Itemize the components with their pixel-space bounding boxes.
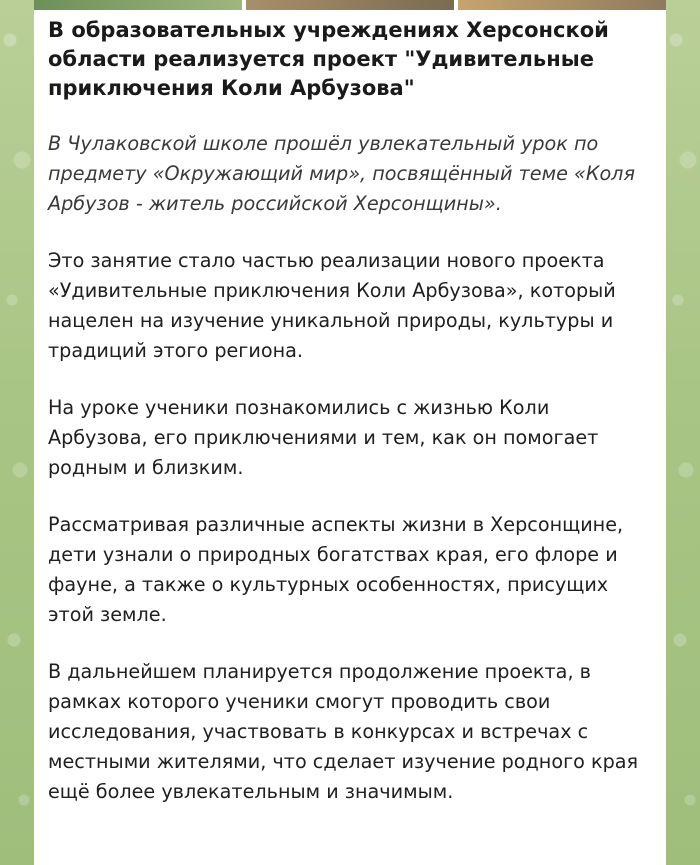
post-title: В образовательных учреждениях Херсонской области реализуется проект "Удивительные приключения Коли Арбузова" [48, 18, 609, 100]
post-paragraph-1: Это занятие стало частью реализации нового проекта «Удивительные приключения Коли Арбузова», который нацелен на изучение уникальной природы, культуры и традиций этого региона. [48, 249, 616, 362]
message-text [48, 16, 652, 834]
media-photo-3[interactable] [458, 0, 666, 10]
post-lead: В Чулаковской школе прошёл увлекательный урок по предмету «Окружающий мир», посвящённый теме «Коля Арбузов - житель российской Херсонщины». [48, 132, 635, 215]
chat-wallpaper-left [0, 0, 34, 865]
media-photo-2[interactable] [246, 0, 454, 10]
message-bubble [34, 0, 666, 865]
media-album-preview[interactable] [34, 0, 666, 10]
media-photo-1[interactable] [34, 0, 242, 10]
post-paragraph-4: В дальнейшем планируется продолжение проекта, в рамках которого ученики смогут проводить свои исследования, участвовать в конкурсах и встречах с местными жителями, что сделает изучение родного края ещё более увлекательным и значимым. [48, 660, 639, 803]
post-paragraph-2: На уроке ученики познакомились с жизнью Коли Арбузова, его приключениями и тем, как он помогает родным и близким. [48, 396, 599, 479]
chat-wallpaper-right [666, 0, 700, 865]
post-paragraph-3: Рассматривая различные аспекты жизни в Херсонщине, дети узнали о природных богатствах края, его флоре и фауне, а также о культурных особенностях, присущих этой земле. [48, 513, 624, 626]
